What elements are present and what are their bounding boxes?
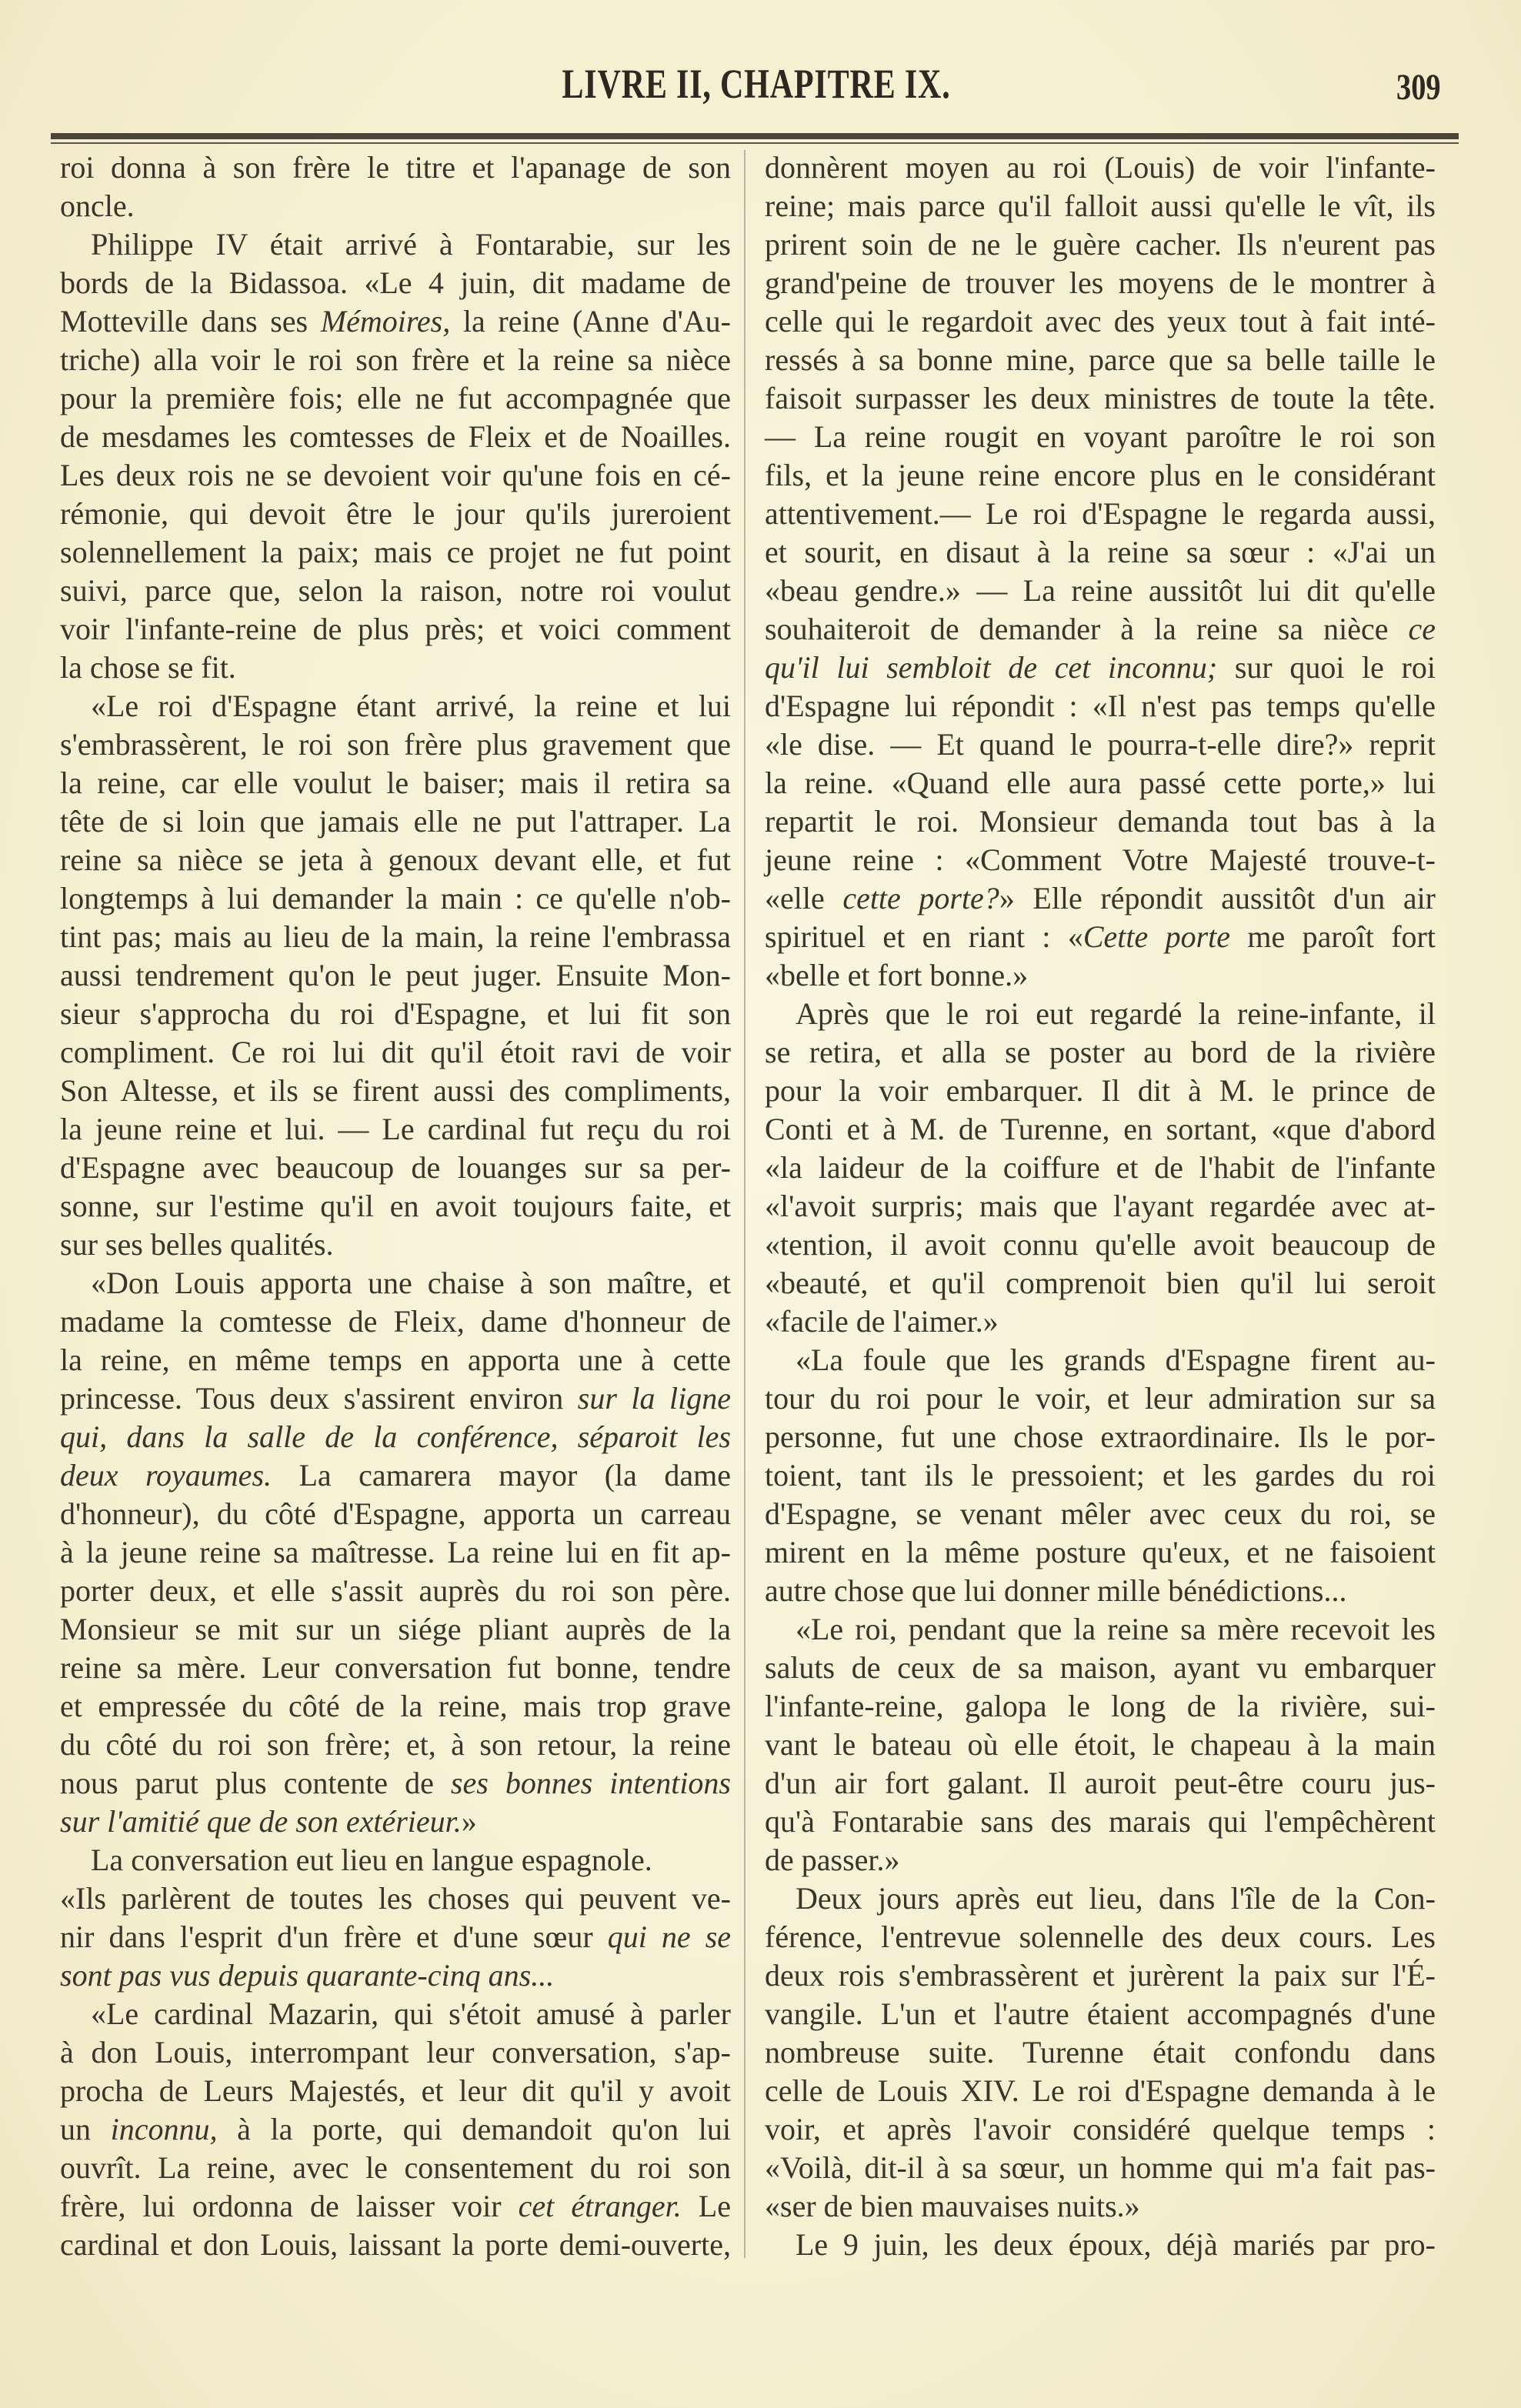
- line-text: Motteville dans ses: [60, 304, 321, 339]
- line-text: sur ses belles qualités.: [60, 1227, 334, 1262]
- line-text: — La reine rougit en voyant paroître le roi son: [765, 419, 1436, 454]
- line-text: nir dans l'esprit d'un frère et d'une sœur: [60, 1919, 608, 1954]
- line-text: saluts de ceux de sa maison, ayant vu embarquer: [765, 1650, 1436, 1685]
- line-text: reine sa nièce se jeta à genoux devant elle, et fut: [60, 842, 731, 877]
- line-text: tour du roi pour le voir, et leur admiration sur sa: [765, 1381, 1436, 1416]
- line-text: Le 9 juin, les deux époux, déjà mariés par pro-: [796, 2227, 1436, 2262]
- text-line: [765, 1495, 1436, 1533]
- text-line: [60, 2226, 731, 2264]
- line-text: à la porte, qui demandoit qu'on lui: [217, 2112, 732, 2146]
- line-text: autre chose que lui donner mille bénédictions...: [765, 1573, 1347, 1608]
- text-line: [765, 879, 1436, 918]
- line-text: tête de si loin que jamais elle ne put l'attraper. La: [60, 804, 731, 839]
- text-line: [765, 264, 1436, 302]
- line-text: princesse. Tous deux s'assirent environ: [60, 1381, 578, 1416]
- line-text: la chose se fit.: [60, 650, 236, 685]
- text-line: [60, 1264, 731, 1302]
- line-text: Monsieur se mit sur un siége pliant auprès de la: [60, 1612, 731, 1646]
- line-text: porter deux, et elle s'assit auprès du roi son père.: [60, 1573, 731, 1608]
- text-line: [60, 225, 731, 264]
- line-text: «le dise. — Et quand le pourra-t-elle dire?» reprit: [765, 727, 1436, 762]
- line-text: Son Altesse, et ils se firent aussi des compliments,: [60, 1073, 731, 1108]
- text-line: [765, 764, 1436, 802]
- line-text: «Ils parlèrent de toutes les choses qui peuvent ve-: [60, 1881, 731, 1916]
- text-line: [60, 764, 731, 802]
- line-text: souhaiteroit de demander à la reine sa nièce: [765, 612, 1409, 646]
- line-text: La camarera mayor (la dame: [272, 1458, 731, 1492]
- line-text: longtemps à lui demander la main : ce qu'elle n'ob-: [60, 881, 731, 916]
- line-text: solennellement la paix; mais ce projet ne fut point: [60, 535, 731, 569]
- text-line: [765, 572, 1436, 610]
- line-text: donnèrent moyen au roi (Louis) de voir l'infante-: [765, 150, 1436, 185]
- text-line: [765, 1610, 1436, 1649]
- text-line: [60, 1649, 731, 1687]
- text-line: [60, 1072, 731, 1110]
- text-line: [60, 264, 731, 302]
- line-text: qu'à Fontarabie sans des marais qui l'empêchèrent: [765, 1804, 1436, 1839]
- text-line: [60, 148, 731, 187]
- text-line: [60, 2033, 731, 2072]
- line-text: à la jeune reine sa maîtresse. La reine lui en fit ap-: [60, 1535, 731, 1569]
- line-text: la reine, en même temps en apporta une à cette: [60, 1342, 731, 1377]
- text-line: [765, 1379, 1436, 1418]
- line-text: toient, tant ils le pressoient; et les gardes du roi: [765, 1458, 1436, 1492]
- text-line: [60, 1495, 731, 1533]
- line-text: pour la voir embarquer. Il dit à M. le prince de: [765, 1073, 1436, 1108]
- line-text: attentivement.— Le roi d'Espagne le regarda aussi,: [765, 496, 1436, 531]
- line-text: procha de Leurs Majestés, et leur dit qu'il y avoit: [60, 2073, 731, 2108]
- line-text: La conversation eut lieu en langue espagnole.: [91, 1843, 652, 1877]
- text-line: [60, 1533, 731, 1572]
- text-line: [60, 918, 731, 956]
- text-line: [765, 302, 1436, 341]
- text-line: [765, 841, 1436, 879]
- line-text: fils, et la jeune reine encore plus en le considérant: [765, 458, 1436, 492]
- text-line: [765, 2187, 1436, 2226]
- page-number: 309: [1396, 67, 1441, 108]
- text-line: [60, 572, 731, 610]
- text-line: [60, 1956, 731, 1995]
- line-text: l'infante-reine, galopa le long de la rivière, sui-: [765, 1689, 1436, 1723]
- line-text: sonne, sur l'estime qu'il en avoit toujours faite, et: [60, 1189, 731, 1223]
- line-text: sur quoi le roi: [1217, 650, 1436, 685]
- line-text: «Voilà, dit-il à sa sœur, un homme qui m'a fait pas-: [765, 2150, 1436, 2185]
- line-text: »: [461, 1804, 477, 1839]
- text-line: [60, 456, 731, 495]
- running-head: [0, 60, 1521, 114]
- text-line: [765, 1649, 1436, 1687]
- text-line: [60, 533, 731, 572]
- line-text: «l'avoit surpris; mais que l'ayant regardée avec at-: [765, 1189, 1436, 1223]
- header-rule-thin: [51, 142, 1459, 144]
- text-line: [60, 1610, 731, 1649]
- line-text: deux rois s'embrassèrent et jurèrent la paix sur l'É-: [765, 1958, 1436, 1993]
- line-text: et empressée du côté de la reine, mais trop grave: [60, 1689, 731, 1723]
- line-text: bords de la Bidassoa. «Le 4 juin, dit madame de: [60, 265, 731, 300]
- text-line: [765, 1572, 1436, 1610]
- text-line: [60, 1687, 731, 1726]
- text-line: [765, 649, 1436, 687]
- text-line: [60, 687, 731, 725]
- text-line: [60, 341, 731, 379]
- text-line: [765, 1533, 1436, 1572]
- text-line: [60, 1187, 731, 1226]
- line-text: du côté du roi son frère; et, à son retour, la reine: [60, 1727, 731, 1762]
- text-line: [765, 1072, 1436, 1110]
- text-line: [60, 495, 731, 533]
- line-text: «la laideur de la coiffure et de l'habit de l'infante: [765, 1150, 1436, 1185]
- italic-text: cette porte?: [842, 881, 999, 916]
- line-text: personne, fut une chose extraordinaire. Ils le por-: [765, 1419, 1436, 1454]
- text-line: [60, 1341, 731, 1379]
- text-line: [60, 1572, 731, 1610]
- text-line: [60, 187, 731, 225]
- text-line: [60, 649, 731, 687]
- left-text-column: [60, 148, 731, 2264]
- text-line: [765, 1918, 1436, 1956]
- line-text: Après que le roi eut regardé la reine-infante, il: [796, 996, 1436, 1031]
- line-text: un: [60, 2112, 111, 2146]
- text-line: [60, 1379, 731, 1418]
- line-text: «Le roi d'Espagne étant arrivé, la reine et lui: [91, 689, 731, 723]
- text-line: [765, 225, 1436, 264]
- line-text: d'Espagne avec beaucoup de louanges sur sa per-: [60, 1150, 731, 1185]
- line-text: la reine (Anne d'Au-: [450, 304, 731, 339]
- italic-text: qui, dans la salle de la conférence, séparoit les: [60, 1419, 731, 1454]
- line-text: me paroît fort: [1230, 919, 1436, 954]
- line-text: «beauté, et qu'il comprenoit bien qu'il lui seroit: [765, 1266, 1436, 1300]
- line-text: jeune reine : «Comment Votre Majesté trouve-t-: [765, 842, 1436, 877]
- line-text: la reine. «Quand elle aura passé cette porte,» lui: [765, 765, 1436, 800]
- line-text: faisoit surpasser les deux ministres de toute la tête.: [765, 381, 1436, 415]
- line-text: ressés à sa bonne mine, parce que sa belle taille le: [765, 342, 1436, 377]
- italic-text: cet étranger.: [518, 2189, 682, 2223]
- text-line: [765, 1726, 1436, 1764]
- text-line: [60, 2149, 731, 2187]
- line-text: «La foule que les grands d'Espagne firent au-: [796, 1342, 1436, 1377]
- line-text: compliment. Ce roi lui dit qu'il étoit ravi de voir: [60, 1035, 731, 1069]
- text-line: [765, 1226, 1436, 1264]
- line-text: » Elle répondit aussitôt d'un air: [999, 881, 1436, 916]
- line-text: d'Espagne, se venant mêler avec ceux du roi, se: [765, 1496, 1436, 1531]
- italic-text: inconnu,: [110, 2112, 218, 2146]
- italic-text: ce: [1408, 612, 1436, 646]
- text-line: [765, 956, 1436, 995]
- text-line: [765, 687, 1436, 725]
- line-text: nombreuse suite. Turenne était confondu dans: [765, 2035, 1436, 2069]
- italic-text: sur l'amitié que de son extérieur.: [60, 1804, 462, 1839]
- line-text: mirent en la même posture qu'eux, et ne faisoient: [765, 1535, 1436, 1569]
- line-text: voir, et après l'avoir considéré quelque temps :: [765, 2112, 1436, 2146]
- line-text: à don Louis, interrompant leur conversation, s'ap-: [60, 2035, 731, 2069]
- text-line: [765, 1456, 1436, 1495]
- line-text: suivi, parce que, selon la raison, notre roi voulut: [60, 573, 731, 608]
- text-line: [765, 1187, 1436, 1226]
- line-text: spirituel et en riant : «: [765, 919, 1083, 954]
- italic-text: Mémoires,: [320, 304, 451, 339]
- line-text: «beau gendre.» — La reine aussitôt lui dit qu'elle: [765, 573, 1436, 608]
- text-line: [765, 2226, 1436, 2264]
- line-text: Conti et à M. de Turenne, en sortant, «que d'abord: [765, 1112, 1436, 1146]
- line-text: la reine, car elle voulut le baiser; mais il retira sa: [60, 765, 731, 800]
- text-line: [765, 2033, 1436, 2072]
- text-line: [765, 2149, 1436, 2187]
- line-text: reine; mais parce qu'il falloit aussi qu'elle le vît, ils: [765, 188, 1436, 223]
- text-line: [60, 725, 731, 764]
- text-line: [60, 1803, 731, 1841]
- text-line: [765, 1879, 1436, 1918]
- text-line: [765, 418, 1436, 456]
- text-line: [765, 1033, 1436, 1072]
- text-line: [765, 187, 1436, 225]
- line-text: «Don Louis apporta une chaise à son maître, et: [91, 1266, 731, 1300]
- text-line: [765, 341, 1436, 379]
- text-line: [60, 1110, 731, 1149]
- line-text: «belle et fort bonne.»: [765, 958, 1029, 992]
- line-text: Le: [681, 2189, 731, 2223]
- text-line: [765, 2110, 1436, 2149]
- line-text: rémonie, qui devoit être le jour qu'ils jureroient: [60, 496, 731, 531]
- text-line: [60, 1149, 731, 1187]
- line-text: «facile de l'aimer.»: [765, 1304, 999, 1339]
- text-line: [60, 1841, 731, 1879]
- text-line: [60, 379, 731, 418]
- text-line: [765, 495, 1436, 533]
- line-text: d'Espagne lui répondit : «Il n'est pas temps qu'elle: [765, 689, 1436, 723]
- text-line: [765, 610, 1436, 649]
- italic-text: Cette porte: [1082, 919, 1231, 954]
- text-line: [765, 1264, 1436, 1302]
- text-line: [60, 995, 731, 1033]
- text-line: [60, 1418, 731, 1456]
- text-line: [765, 995, 1436, 1033]
- text-line: [60, 1995, 731, 2033]
- line-text: «elle: [765, 881, 843, 916]
- text-line: [765, 1803, 1436, 1841]
- text-line: [765, 1418, 1436, 1456]
- line-text: roi donna à son frère le titre et l'apanage de son: [60, 150, 731, 185]
- text-line: [765, 379, 1436, 418]
- line-text: «Le cardinal Mazarin, qui s'étoit amusé à parler: [91, 1996, 731, 2031]
- text-line: [60, 2187, 731, 2226]
- italic-text: qui ne se: [607, 1919, 732, 1954]
- line-text: s'embrassèrent, le roi son frère plus gravement que: [60, 727, 731, 762]
- line-text: triche) alla voir le roi son frère et la reine sa nièce: [60, 342, 731, 377]
- line-text: reine sa mère. Leur conversation fut bonne, tendre: [60, 1650, 731, 1685]
- line-text: Philippe IV était arrivé à Fontarabie, sur les: [91, 227, 731, 262]
- italic-text: qu'il lui sembloit de cet inconnu;: [765, 650, 1218, 685]
- text-line: [765, 148, 1436, 187]
- line-text: ouvrît. La reine, avec le consentement du roi son: [60, 2150, 731, 2185]
- text-line: [765, 1841, 1436, 1879]
- line-text: sieur s'approcha du roi d'Espagne, et lui fit son: [60, 996, 731, 1031]
- text-line: [60, 302, 731, 341]
- text-line: [60, 2110, 731, 2149]
- text-line: [765, 1341, 1436, 1379]
- text-line: [60, 1226, 731, 1264]
- text-line: [765, 1149, 1436, 1187]
- text-line: [765, 1764, 1436, 1803]
- text-line: [60, 1918, 731, 1956]
- text-line: [60, 879, 731, 918]
- line-text: d'un air fort galant. Il auroit peut-être couru jus-: [765, 1766, 1436, 1800]
- line-text: voir l'infante-reine de plus près; et voici comment: [60, 612, 731, 646]
- line-text: celle qui le regardoit avec des yeux tout à fait inté-: [765, 304, 1436, 339]
- line-text: pour la première fois; elle ne fut accompagnée que: [60, 381, 731, 415]
- line-text: de passer.»: [765, 1843, 900, 1877]
- italic-text: ses bonnes intentions: [450, 1766, 731, 1800]
- text-line: [765, 2072, 1436, 2110]
- line-text: d'honneur), du côté d'Espagne, apporta un carreau: [60, 1496, 731, 1531]
- line-text: Deux jours après eut lieu, dans l'île de la Con-: [796, 1881, 1436, 1916]
- text-line: [60, 1764, 731, 1803]
- line-text: «Le roi, pendant que la reine sa mère recevoit les: [796, 1612, 1436, 1646]
- line-text: madame la comtesse de Fleix, dame d'honneur de: [60, 1304, 731, 1339]
- text-line: [60, 1456, 731, 1495]
- text-line: [765, 802, 1436, 841]
- text-line: [765, 533, 1436, 572]
- line-text: vangile. L'un et l'autre étaient accompagnés d'une: [765, 1996, 1436, 2031]
- text-line: [765, 725, 1436, 764]
- header-rule: [51, 133, 1459, 139]
- text-line: [60, 610, 731, 649]
- line-text: prirent soin de ne le guère cacher. Ils n'eurent pas: [765, 227, 1436, 262]
- text-line: [765, 918, 1436, 956]
- line-text: tint pas; mais au lieu de la main, la reine l'embrassa: [60, 919, 731, 954]
- line-text: et sourit, en disaut à la reine sa sœur : «J'ai un: [765, 535, 1436, 569]
- right-text-column: [765, 148, 1436, 2264]
- text-line: [60, 1879, 731, 1918]
- text-line: [765, 1687, 1436, 1726]
- line-text: «ser de bien mauvaises nuits.»: [765, 2189, 1140, 2223]
- line-text: Les deux rois ne se devoient voir qu'une fois en cé-: [60, 458, 731, 492]
- line-text: grand'peine de trouver les moyens de le montrer à: [765, 265, 1436, 300]
- line-text: férence, l'entrevue solennelle des deux cours. Les: [765, 1919, 1436, 1954]
- line-text: cardinal et don Louis, laissant la porte demi-ouverte,: [60, 2227, 731, 2262]
- italic-text: sur la ligne: [577, 1381, 731, 1416]
- text-line: [60, 418, 731, 456]
- text-line: [60, 2072, 731, 2110]
- text-line: [765, 1995, 1436, 2033]
- text-line: [60, 841, 731, 879]
- text-line: [60, 1033, 731, 1072]
- line-text: aussi tendrement qu'on le peut juger. Ensuite Mon-: [60, 958, 731, 992]
- line-text: frère, lui ordonna de laisser voir: [60, 2189, 519, 2223]
- italic-text: sont pas vus depuis quarante-cinq ans...: [60, 1958, 555, 1993]
- italic-text: deux royaumes.: [60, 1458, 272, 1492]
- line-text: repartit le roi. Monsieur demanda tout bas à la: [765, 804, 1436, 839]
- text-line: [60, 802, 731, 841]
- line-text: celle de Louis XIV. Le roi d'Espagne demanda à le: [765, 2073, 1436, 2108]
- text-line: [60, 1726, 731, 1764]
- line-text: «tention, il avoit connu qu'elle avoit beaucoup de: [765, 1227, 1436, 1262]
- text-line: [60, 1302, 731, 1341]
- chapter-heading: LIVRE II, CHAPITRE IX.: [562, 61, 951, 107]
- line-text: la jeune reine et lui. — Le cardinal fut reçu du roi: [60, 1112, 731, 1146]
- text-line: [765, 1302, 1436, 1341]
- text-line: [765, 1956, 1436, 1995]
- line-text: oncle.: [60, 188, 135, 223]
- text-line: [765, 1110, 1436, 1149]
- text-line: [765, 456, 1436, 495]
- line-text: se retira, et alla se poster au bord de la rivière: [765, 1035, 1436, 1069]
- column-divider: [744, 150, 745, 2258]
- line-text: vant le bateau où elle étoit, le chapeau à la main: [765, 1727, 1436, 1762]
- text-line: [60, 956, 731, 995]
- line-text: de mesdames les comtesses de Fleix et de Noailles.: [60, 419, 731, 454]
- line-text: nous parut plus contente de: [60, 1766, 451, 1800]
